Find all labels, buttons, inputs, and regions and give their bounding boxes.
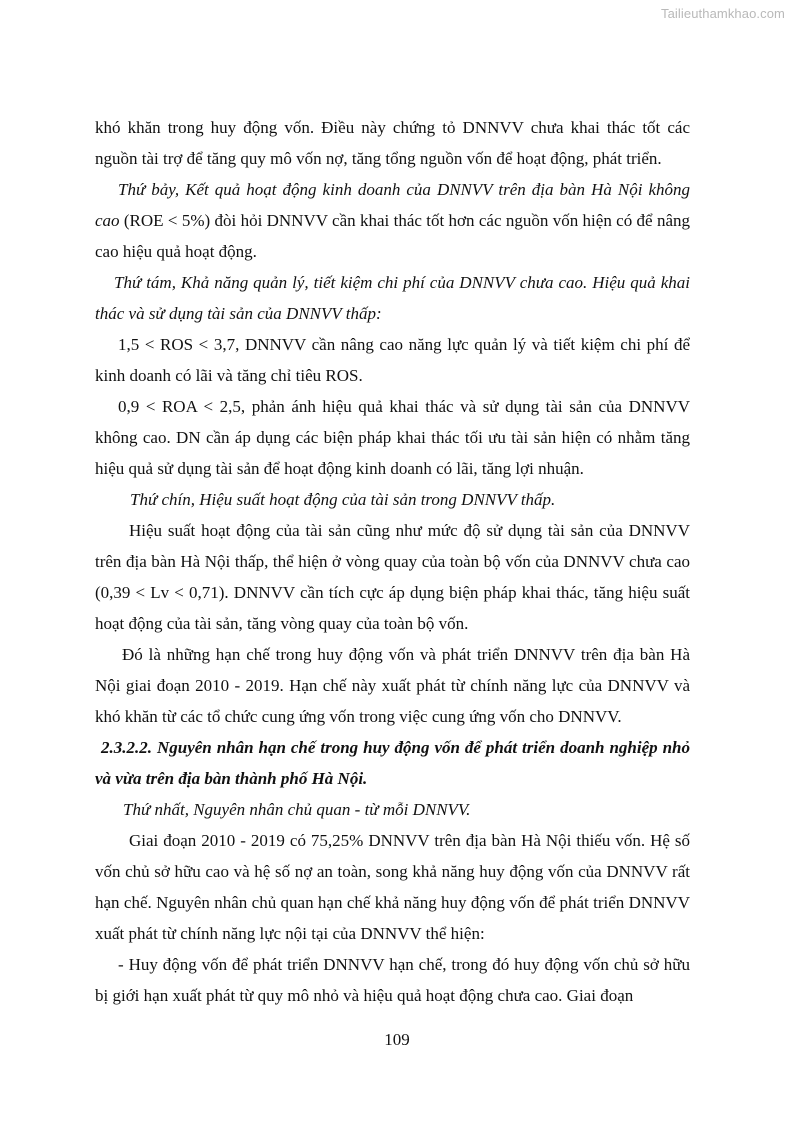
paragraph-7: Hiệu suất hoạt động của tài sản cũng như mức độ sử dụng tài sản của DNNVV trên địa bàn Hà Nội thấp, thể hiện ở vòng quay của toàn bộ vốn của DNNVV chưa cao (0,39 < Lv < 0,71). DNNVV cần tích cực áp dụng biện pháp khai thác, tăng hiệu suất hoạt động của tài sản, tăng vòng quay của toàn bộ vốn. — [95, 521, 690, 633]
page-number: 109 — [384, 1030, 410, 1049]
paragraph-2-italic: Thứ bảy, Kết quả hoạt động kinh doanh của DNNVV trên địa bàn Hà Nội không cao — [95, 180, 690, 230]
paragraph-11: - Huy động vốn để phát triển DNNVV hạn chế, trong đó huy động vốn chủ sở hữu bị giới hạn xuất phát từ quy mô nhỏ và hiệu quả hoạt động chưa cao. Giai đoạn — [95, 955, 690, 1005]
paragraph-3: Thứ tám, Khả năng quản lý, tiết kiệm chi phí của DNNVV chưa cao. Hiệu quả khai thác và sử dụng tài sản của DNNVV thấp: — [95, 273, 690, 323]
section-heading: 2.3.2.2. Nguyên nhân hạn chế trong huy động vốn để phát triển doanh nghiệp nhỏ và vừa trên địa bàn thành phố Hà Nội. — [95, 738, 690, 788]
paragraph-9: Thứ nhất, Nguyên nhân chủ quan - từ mỗi DNNVV. — [123, 800, 471, 819]
paragraph-1: khó khăn trong huy động vốn. Điều này chứng tỏ DNNVV chưa khai thác tốt các nguồn tài trợ để tăng quy mô vốn nợ, tăng tổng nguồn vốn để hoạt động, phát triển. — [95, 118, 690, 168]
paragraph-6: Thứ chín, Hiệu suất hoạt động của tài sản trong DNNVV thấp. — [130, 490, 556, 509]
page-body — [95, 112, 690, 1011]
paragraph-5: 0,9 < ROA < 2,5, phản ánh hiệu quả khai thác và sử dụng tài sản của DNNVV không cao. DN cần áp dụng các biện pháp khai thác tối ưu tài sản hiện có nhằm tăng hiệu quả sử dụng tài sản để hoạt động kinh doanh có lãi, tăng lợi nhuận. — [95, 397, 690, 478]
paragraph-4: 1,5 < ROS < 3,7, DNNVV cần nâng cao năng lực quản lý và tiết kiệm chi phí để kinh doanh có lãi và tăng chỉ tiêu ROS. — [95, 335, 690, 385]
watermark: Tailieuthamkhao.com — [660, 6, 785, 21]
paragraph-10: Giai đoạn 2010 - 2019 có 75,25% DNNVV trên địa bàn Hà Nội thiếu vốn. Hệ số vốn chủ sở hữu cao và hệ số nợ an toàn, song khả năng huy động vốn của DNNVV rất hạn chế. Nguyên nhân chủ quan hạn chế khả năng huy động vốn để phát triển DNNVV xuất phát từ chính năng lực nội tại của DNNVV thể hiện: — [95, 831, 690, 943]
paragraph-2-rest: (ROE < 5%) đòi hỏi DNNVV cần khai thác tốt hơn các nguồn vốn hiện có để nâng cao hiệu quả hoạt động. — [95, 211, 690, 261]
paragraph-8: Đó là những hạn chế trong huy động vốn và phát triển DNNVV trên địa bàn Hà Nội giai đoạn 2010 - 2019. Hạn chế này xuất phát từ chính năng lực của DNNVV và khó khăn từ các tổ chức cung ứng vốn trong việc cung ứng vốn cho DNNVV. — [95, 645, 690, 726]
paragraph-2 — [95, 174, 690, 267]
